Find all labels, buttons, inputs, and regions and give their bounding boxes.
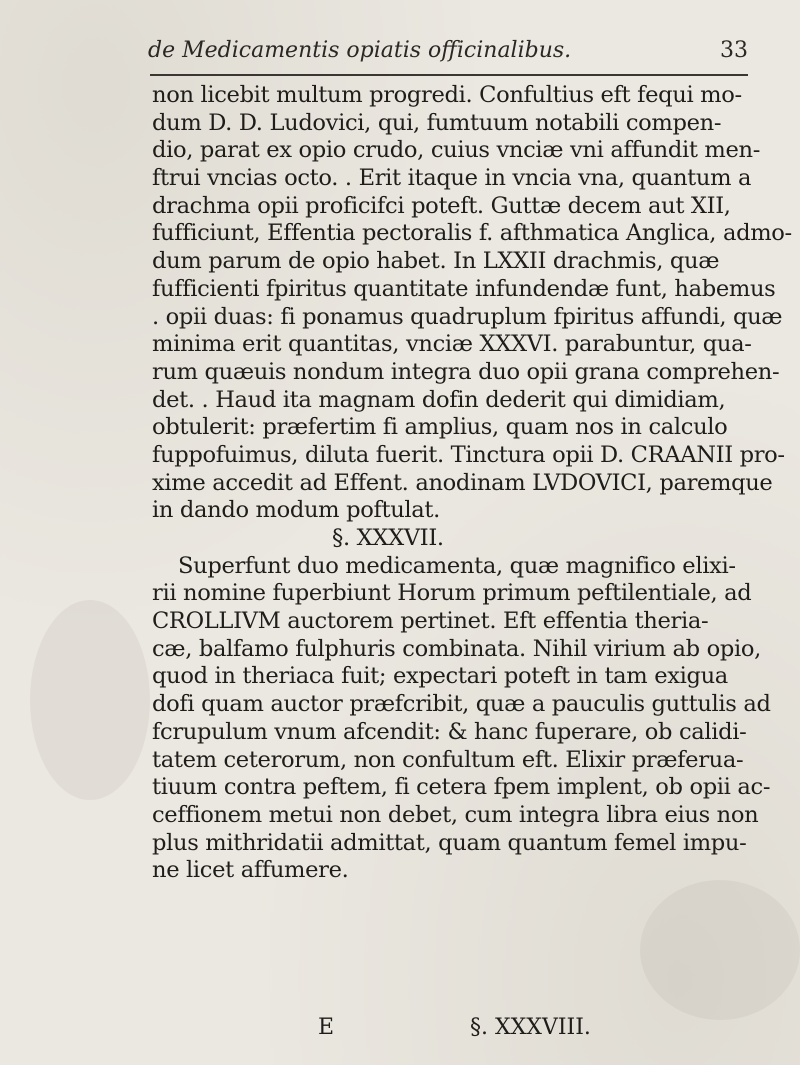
page-number: 33 [720,38,748,63]
text-line: cæ, balfamo fulphuris combinata. Nihil virium ab opio, [152,635,761,662]
text-line: ne licet affumere. [152,857,349,884]
paper-stain [30,600,150,800]
text-line: tiuum contra peftem, fi cetera fpem implent, ob opii ac- [152,774,771,801]
text-line: rii nomine fuperbiunt Horum primum peftilentiale, ad [152,580,752,607]
section-heading: §. XXXVII. [332,525,444,551]
text-line: Superfunt duo medicamenta, quæ magnifico elixi- [178,552,736,579]
text-line: quod in theriaca fuit; expectari poteft in tam exigua [152,663,728,690]
text-line: non licebit multum progredi. Confultius eft fequi mo- [152,82,742,108]
text-line: obtulerit: præfertim fi amplius, quam nos in calculo [152,414,728,441]
text-line: tatem ceterorum, non confultum eft. Elixir præferua- [152,746,744,773]
text-line: . opii duas: fi ponamus quadruplum fpiritus affundi, quæ [152,303,783,330]
text-line: ceffionem metui non debet, cum integra libra eius non [152,801,759,828]
text-line: fufficienti fpiritus quantitate infundendæ funt, habemus [152,275,776,302]
text-line: det. . Haud ita magnam dofin dederit qui dimidiam, [152,386,726,413]
signature-mark: E [318,1015,335,1040]
text-line: dum D. D. Ludovici, qui, fumtuum notabili compen- [152,109,722,136]
text-line: xime accedit ad Effent. anodinam LVDOVICI, paremque [152,469,773,496]
text-line: plus mithridatii admittat, quam quantum femel impu- [152,829,747,856]
text-line: drachma opii proficifci poteft. Guttæ decem aut XII, [152,192,731,219]
paper-stain [640,880,800,1020]
text-line: minima erit quantitas, vnciæ XXXVI. parabuntur, qua- [152,331,752,358]
text-line: ftrui vncias octo. . Erit itaque in vncia vna, quantum a [152,165,752,192]
text-line: dum parum de opio habet. In LXXII drachmis, quæ [152,248,720,275]
running-title: de Medicamentis opiatis officinalibus. [148,38,572,63]
running-header [148,38,748,70]
text-line: rum quæuis nondum integra duo opii grana comprehen- [152,358,780,385]
text-line: dio, parat ex opio crudo, cuius vnciæ vni affundit men- [152,137,761,164]
catchword: §. XXXVIII. [470,1015,591,1040]
text-line: dofi quam auctor præfcribit, quæ a pauculis guttulis ad [152,691,771,718]
text-line: in dando modum poftulat. [152,497,440,524]
text-line: CROLLIVM auctorem pertinet. Eft effentia theria- [152,608,709,635]
header-rule [150,74,748,76]
text-line: fufficiunt, Effentia pectoralis f. afthmatica Anglica, admo- [152,220,792,247]
text-line: fuppofuimus, diluta fuerit. Tinctura opii D. CRAANII pro- [152,441,785,468]
text-line: fcrupulum vnum afcendit: & hanc fuperare, ob calidi- [152,718,747,745]
body-text [152,82,792,885]
